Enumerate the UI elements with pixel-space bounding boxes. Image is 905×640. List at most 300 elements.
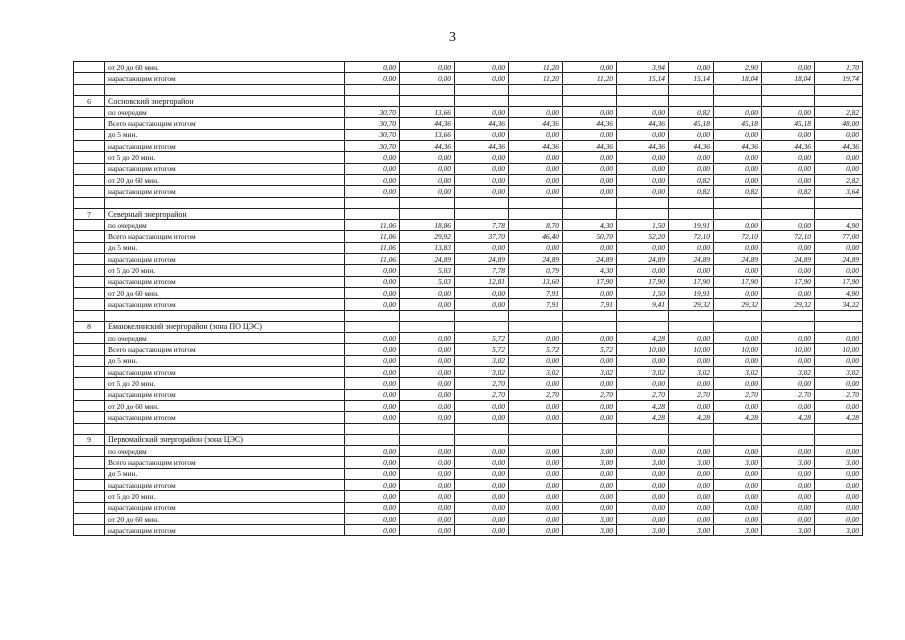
value-cell: 0,00 [509,107,563,118]
value-cell: 3,02 [815,367,863,378]
value-cell: 44,36 [455,141,509,152]
value-cell: 0,00 [563,412,617,423]
value-cell: 0,00 [669,333,714,344]
value-cell: 4,90 [815,287,863,298]
value-cell: 2,70 [509,389,563,400]
value-cell: 45,18 [714,118,762,129]
empty-cell [669,84,714,95]
empty-cell [455,208,509,219]
empty-cell [762,95,815,106]
value-cell: 0,00 [455,468,509,479]
value-cell: 0,00 [345,400,400,411]
value-cell: 0,00 [762,446,815,457]
value-cell: 3,00 [617,457,669,468]
value-cell: 0,00 [455,152,509,163]
value-cell: 0,82 [762,186,815,197]
table-row [74,491,863,502]
empty-cell [74,479,105,490]
empty-cell [509,321,563,332]
section-title: Первомайский энергорайон (зона ЦЭС) [105,434,345,445]
value-cell: 0,00 [617,446,669,457]
value-cell: 0,00 [617,186,669,197]
empty-cell [74,84,105,95]
empty-cell [74,152,105,163]
value-cell: 2,70 [815,389,863,400]
table-row [74,333,863,344]
empty-cell [714,310,762,321]
empty-cell [74,254,105,265]
value-cell: 0,00 [509,525,563,536]
empty-cell [74,141,105,152]
value-cell: 0,00 [509,174,563,185]
table-row [74,502,863,513]
value-cell: 0,00 [563,355,617,366]
empty-cell [815,208,863,219]
value-cell: 15,14 [669,73,714,84]
row-label: нарастающим итогом [105,186,345,197]
empty-cell [669,434,714,445]
value-cell: 0,00 [455,513,509,524]
empty-cell [815,84,863,95]
value-cell: 0,00 [669,129,714,140]
value-cell: 3,94 [617,62,669,73]
empty-cell [74,242,105,253]
value-cell: 0,00 [714,220,762,231]
value-cell: 0,00 [669,265,714,276]
value-cell: 0,00 [455,446,509,457]
value-cell: 0,00 [345,265,400,276]
value-cell: 0,00 [400,412,455,423]
value-cell: 0,00 [345,73,400,84]
value-cell: 0,00 [509,446,563,457]
row-label: нарастающим итогом [105,254,345,265]
value-cell: 11,20 [509,73,563,84]
empty-cell [762,423,815,434]
empty-cell [669,423,714,434]
row-label: от 5 до 20 мин. [105,265,345,276]
empty-cell [105,84,345,95]
empty-cell [455,197,509,208]
value-cell: 0,00 [563,333,617,344]
value-cell: 0,00 [455,491,509,502]
value-cell: 0,00 [563,287,617,298]
row-label: от 20 до 60 мин. [105,513,345,524]
section-title: Еманжелинский энергорайон (зона ПО ЦЭС) [105,321,345,332]
value-cell: 0,00 [563,400,617,411]
value-cell: 3,00 [815,457,863,468]
value-cell: 50,70 [563,231,617,242]
table-row [74,378,863,389]
empty-cell [74,333,105,344]
empty-cell [345,95,400,106]
section-header-row [74,208,863,219]
value-cell: 4,28 [617,333,669,344]
value-cell: 11,06 [345,242,400,253]
row-label: нарастающим итогом [105,502,345,513]
value-cell: 0,00 [714,400,762,411]
row-label: нарастающим итогом [105,389,345,400]
empty-cell [762,84,815,95]
value-cell: 0,00 [563,468,617,479]
value-cell: 7,78 [455,220,509,231]
value-cell: 0,00 [345,389,400,400]
value-cell: 72,10 [762,231,815,242]
value-cell: 0,00 [455,174,509,185]
value-cell: 2,70 [669,389,714,400]
value-cell: 19,91 [669,287,714,298]
value-cell: 3,00 [762,457,815,468]
value-cell: 0,00 [345,174,400,185]
value-cell: 0,00 [509,479,563,490]
value-cell: 4,30 [563,265,617,276]
value-cell: 0,00 [762,468,815,479]
value-cell: 0,00 [400,491,455,502]
value-cell: 0,00 [617,174,669,185]
value-cell: 0,00 [455,163,509,174]
empty-cell [345,197,400,208]
row-label: по очередям [105,333,345,344]
value-cell: 44,36 [617,141,669,152]
empty-cell [74,265,105,276]
value-cell: 0,00 [617,265,669,276]
empty-cell [563,208,617,219]
empty-cell [509,423,563,434]
row-label: от 5 до 20 мин. [105,152,345,163]
value-cell: 3,02 [617,367,669,378]
value-cell: 0,00 [762,107,815,118]
empty-cell [509,434,563,445]
table-row [74,220,863,231]
value-cell: 0,00 [762,355,815,366]
empty-cell [74,73,105,84]
value-cell: 17,90 [617,276,669,287]
table-row [74,174,863,185]
value-cell: 13,66 [400,107,455,118]
empty-cell [762,321,815,332]
value-cell: 7,91 [509,299,563,310]
section-header-row [74,434,863,445]
empty-cell [400,321,455,332]
value-cell: 0,00 [400,344,455,355]
empty-cell [74,378,105,389]
empty-cell [617,434,669,445]
value-cell: 0,00 [762,242,815,253]
value-cell: 0,00 [714,242,762,253]
value-cell: 0,00 [509,333,563,344]
value-cell: 0,00 [509,412,563,423]
value-cell: 3,02 [714,367,762,378]
value-cell: 0,00 [714,446,762,457]
value-cell: 0,00 [762,220,815,231]
empty-cell [815,95,863,106]
value-cell: 13,66 [400,129,455,140]
value-cell: 19,91 [669,220,714,231]
value-cell: 24,89 [762,254,815,265]
value-cell: 11,20 [509,62,563,73]
value-cell: 3,00 [714,525,762,536]
value-cell: 3,00 [563,513,617,524]
value-cell: 0,00 [400,355,455,366]
section-index: 7 [74,208,105,219]
empty-cell [563,197,617,208]
value-cell: 2,70 [563,389,617,400]
table-row [74,355,863,366]
value-cell: 24,89 [669,254,714,265]
value-cell: 45,18 [669,118,714,129]
value-cell: 0,00 [345,502,400,513]
value-cell: 0,00 [617,502,669,513]
value-cell: 0,00 [815,333,863,344]
value-cell: 0,00 [563,186,617,197]
empty-cell [815,310,863,321]
value-cell: 0,00 [617,355,669,366]
value-cell: 24,89 [455,254,509,265]
value-cell: 30,70 [345,141,400,152]
value-cell: 7,91 [509,287,563,298]
empty-cell [400,84,455,95]
value-cell: 1,70 [815,62,863,73]
value-cell: 0,00 [669,446,714,457]
value-cell: 0,00 [714,129,762,140]
empty-cell [762,434,815,445]
value-cell: 0,00 [714,107,762,118]
value-cell: 29,32 [669,299,714,310]
table-row [74,468,863,479]
value-cell: 0,00 [714,174,762,185]
value-cell: 0,00 [714,163,762,174]
value-cell: 13,83 [400,242,455,253]
value-cell: 0,00 [345,491,400,502]
value-cell: 0,00 [345,152,400,163]
value-cell: 0,79 [509,265,563,276]
page-number: 3 [449,30,456,45]
value-cell: 1,50 [617,287,669,298]
value-cell: 0,00 [509,457,563,468]
value-cell: 0,00 [509,355,563,366]
value-cell: 0,00 [669,242,714,253]
value-cell: 46,40 [509,231,563,242]
empty-cell [669,197,714,208]
value-cell: 0,00 [669,378,714,389]
value-cell: 0,00 [563,107,617,118]
empty-cell [815,434,863,445]
value-cell: 30,70 [345,107,400,118]
empty-cell [74,525,105,536]
value-cell: 5,72 [509,344,563,355]
value-cell: 24,89 [400,254,455,265]
value-cell: 0,00 [455,479,509,490]
value-cell: 1,50 [617,220,669,231]
value-cell: 0,00 [815,152,863,163]
value-cell: 10,00 [714,344,762,355]
value-cell: 0,00 [815,163,863,174]
value-cell: 30,70 [345,129,400,140]
empty-cell [74,62,105,73]
value-cell: 24,89 [563,254,617,265]
table-row [74,412,863,423]
load-shedding-table [73,61,863,536]
value-cell: 2,70 [762,389,815,400]
row-label: до 5 мин. [105,468,345,479]
value-cell: 44,36 [617,118,669,129]
empty-cell [714,434,762,445]
empty-cell [74,174,105,185]
value-cell: 0,00 [345,457,400,468]
value-cell: 0,00 [509,491,563,502]
value-cell: 0,00 [345,525,400,536]
empty-cell [455,84,509,95]
value-cell: 44,36 [509,118,563,129]
row-label: от 20 до 60 мин. [105,174,345,185]
row-label: Всего нарастающим итогом [105,457,345,468]
value-cell: 0,00 [345,62,400,73]
value-cell: 0,00 [455,412,509,423]
empty-cell [345,423,400,434]
empty-cell [669,321,714,332]
value-cell: 0,00 [400,163,455,174]
value-cell: 0,00 [345,287,400,298]
value-cell: 0,00 [455,107,509,118]
section-index: 6 [74,95,105,106]
value-cell: 0,00 [345,355,400,366]
value-cell: 77,00 [815,231,863,242]
empty-cell [105,423,345,434]
row-label: от 5 до 20 мин. [105,491,345,502]
value-cell: 4,90 [815,220,863,231]
empty-cell [563,95,617,106]
value-cell: 0,00 [455,186,509,197]
value-cell: 0,00 [509,502,563,513]
value-cell: 0,00 [455,299,509,310]
value-cell: 0,00 [509,163,563,174]
value-cell: 44,36 [563,141,617,152]
spacer-row [74,310,863,321]
empty-cell [617,208,669,219]
value-cell: 0,00 [669,502,714,513]
value-cell: 0,00 [455,287,509,298]
empty-cell [74,107,105,118]
value-cell: 2,70 [455,378,509,389]
empty-cell [815,423,863,434]
value-cell: 0,82 [669,107,714,118]
empty-cell [669,95,714,106]
value-cell: 0,00 [563,502,617,513]
value-cell: 0,00 [669,355,714,366]
value-cell: 44,36 [762,141,815,152]
table-row [74,400,863,411]
empty-cell [345,208,400,219]
value-cell: 0,00 [669,62,714,73]
value-cell: 0,00 [509,400,563,411]
empty-cell [714,84,762,95]
empty-cell [400,197,455,208]
value-cell: 0,00 [345,367,400,378]
value-cell: 5,72 [563,344,617,355]
value-cell: 0,00 [762,152,815,163]
table-row [74,299,863,310]
value-cell: 0,00 [509,129,563,140]
table-row [74,525,863,536]
value-cell: 0,00 [455,242,509,253]
value-cell: 3,02 [669,367,714,378]
value-cell: 3,00 [714,457,762,468]
empty-cell [714,208,762,219]
value-cell: 10,00 [762,344,815,355]
value-cell: 3,00 [815,525,863,536]
value-cell: 0,00 [815,378,863,389]
empty-cell [509,310,563,321]
row-label: Всего нарастающим итогом [105,344,345,355]
row-label: по очередям [105,107,345,118]
row-label: нарастающим итогом [105,525,345,536]
empty-cell [714,423,762,434]
value-cell: 0,00 [400,513,455,524]
value-cell: 2,70 [714,389,762,400]
table-row [74,231,863,242]
value-cell: 11,06 [345,254,400,265]
table-row [74,457,863,468]
value-cell: 0,00 [400,389,455,400]
value-cell: 0,00 [617,242,669,253]
value-cell: 24,89 [617,254,669,265]
value-cell: 0,00 [617,513,669,524]
value-cell: 4,28 [815,412,863,423]
value-cell: 0,00 [617,378,669,389]
table-row [74,479,863,490]
value-cell: 0,00 [669,400,714,411]
empty-cell [74,513,105,524]
value-cell: 4,28 [617,400,669,411]
empty-cell [74,186,105,197]
value-cell: 0,00 [563,378,617,389]
value-cell: 0,00 [345,378,400,389]
value-cell: 0,00 [617,152,669,163]
row-label: до 5 мин. [105,129,345,140]
empty-cell [74,276,105,287]
row-label: нарастающим итогом [105,73,345,84]
value-cell: 0,00 [762,265,815,276]
value-cell: 0,00 [617,479,669,490]
value-cell: 11,06 [345,220,400,231]
value-cell: 24,89 [509,254,563,265]
value-cell: 0,00 [400,378,455,389]
value-cell: 0,00 [455,502,509,513]
table-row [74,73,863,84]
value-cell: 0,00 [400,174,455,185]
empty-cell [74,412,105,423]
value-cell: 0,00 [400,525,455,536]
row-label: от 5 до 20 мин. [105,378,345,389]
value-cell: 0,00 [400,62,455,73]
table-row [74,389,863,400]
value-cell: 72,10 [669,231,714,242]
value-cell: 8,70 [509,220,563,231]
empty-cell [74,423,105,434]
value-cell: 0,82 [669,174,714,185]
table-row [74,446,863,457]
value-cell: 0,00 [345,333,400,344]
table-row [74,265,863,276]
value-cell: 3,02 [509,367,563,378]
value-cell: 4,28 [762,412,815,423]
value-cell: 2,90 [714,62,762,73]
value-cell: 0,00 [400,446,455,457]
row-label: по очередям [105,446,345,457]
empty-cell [74,163,105,174]
value-cell: 0,00 [617,129,669,140]
value-cell: 0,00 [762,333,815,344]
empty-cell [74,287,105,298]
